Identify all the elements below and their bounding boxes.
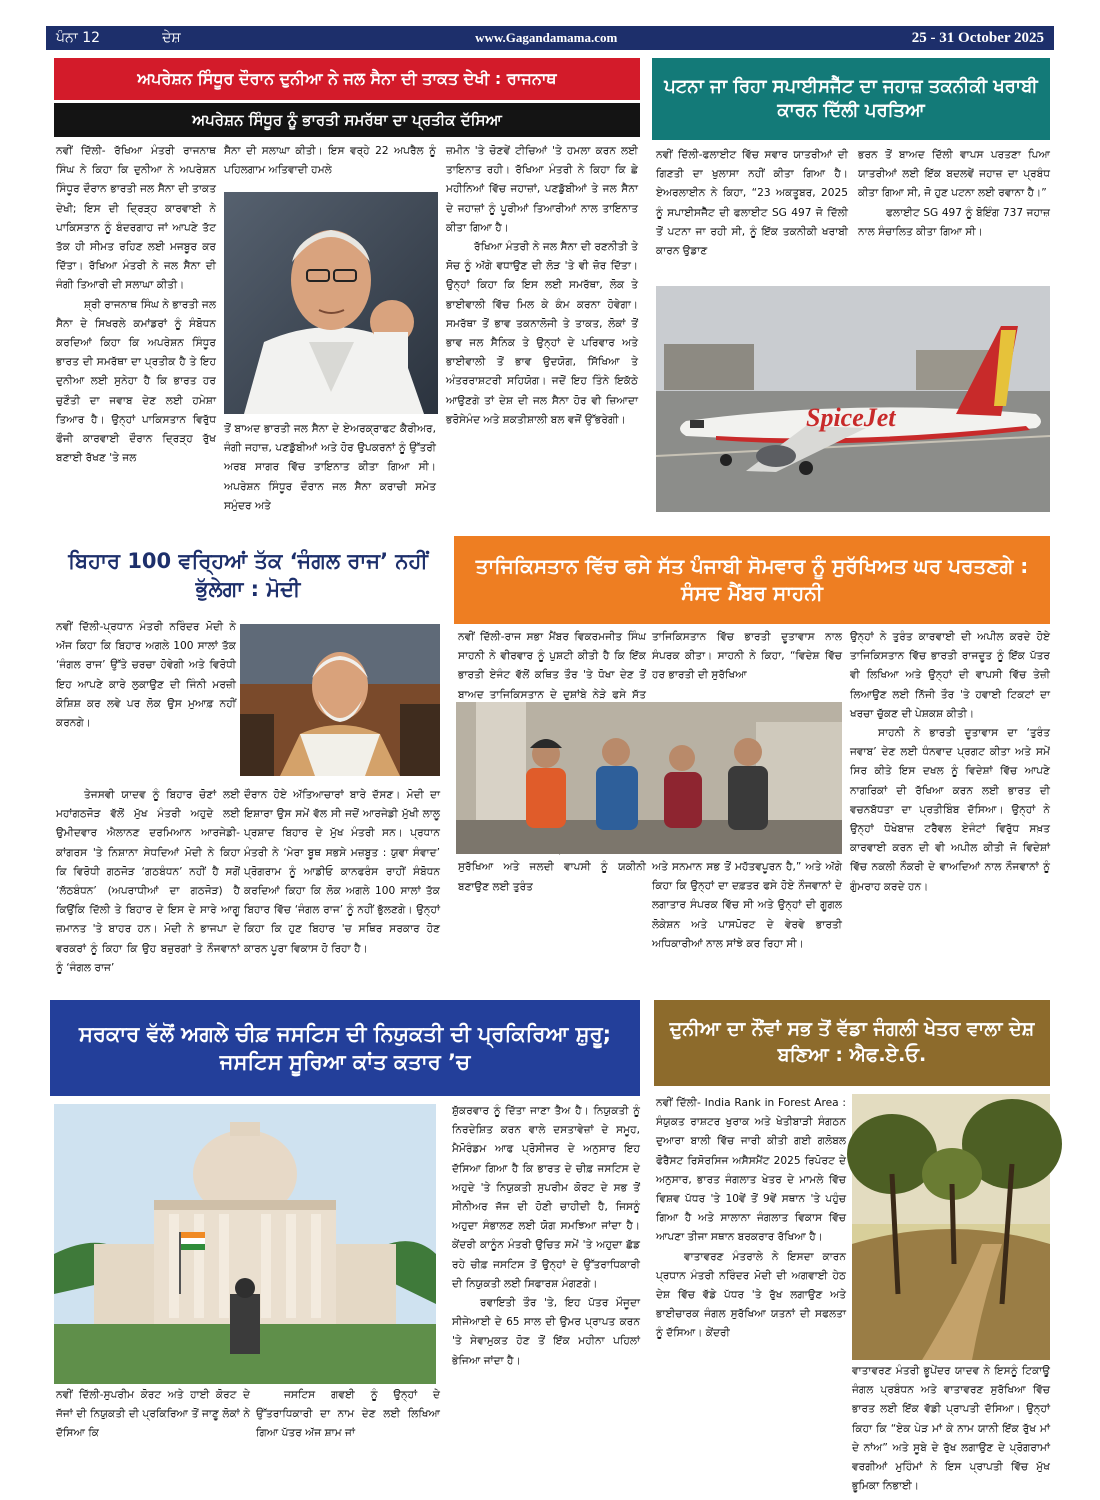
cji-col2-text: ਜਸਟਿਸ ਗਵਈ ਨੂੰ ਉਨ੍ਹਾਂ ਦੇ ਉੱਤਰਾਧਿਕਾਰੀ ਦਾ ਨਾਮ ਦੇਣ ਲਈ ਲਿਖਿਆ ਗਿਆ ਪੱਤਰ ਅੱਜ ਸ਼ਾਮ ਜਾਂ [256,1389,440,1440]
stranded-men-illustration [456,702,842,854]
page-number: ਪੰਨਾ 12 [56,30,101,46]
rajnath-col2-bottom [224,420,436,512]
tajikistan-col3 [850,628,1050,982]
modi-col2 [244,786,440,982]
forest-col1-para1: ਨਵੀਂ ਦਿੱਲੀ- India Rank in Forest Area : ਸੰਯੁਕਤ ਰਾਸ਼ਟਰ ਖੁਰਾਕ ਅਤੇ ਖੇਤੀਬਾੜੀ ਸੰਗਠਨ ਦੁਆਰਾ ਬਾਲੀ ਵਿੱਚ ਜਾਰੀ ਕੀਤੀ ਗਈ ਗਲੋਬਲ ਫੋਰੈਸਟ ਰਿਸੋਰਸਿਜ ਅਸੈਸਮੈਂਟ 2025 ਰਿਪੋਰਟ ਦੇ ਅਨੁਸਾਰ, ਭਾਰਤ ਜੰਗਲਾਤ ਖੇਤਰ ਦੇ ਮਾਮਲੇ ਵਿੱਚ ਵਿਸ਼ਵ ਪੱਧਰ 'ਤੇ 10ਵੇਂ ਤੋਂ 9ਵੇਂ ਸਥਾਨ 'ਤੇ ਪਹੁੰਚ ਗਿਆ ਹੈ ਅਤੇ ਸਾਲਾਨਾ ਜੰਗਲਾਤ ਵਿਕਾਸ ਵਿੱਚ ਆਪਣਾ ਤੀਜਾ ਸਥਾਨ ਬਰਕਰਾਰ ਰੱਖਿਆ ਹੈ। [656,1097,846,1244]
spicejet-headline[interactable]: ਪਟਨਾ ਜਾ ਰਿਹਾ ਸਪਾਈਸਜੈੱਟ ਦਾ ਜਹਾਜ਼ ਤਕਨੀਕੀ ਖਰਾਬੀ ਕਾਰਨ ਦਿੱਲੀ ਪਰਤਿਆ [652,58,1050,140]
forest-photo [852,1094,1050,1360]
spicejet-col1-text: ਨਵੀਂ ਦਿੱਲੀ-ਫਲਾਈਟ ਵਿੱਚ ਸਵਾਰ ਯਾਤਰੀਆਂ ਦੀ ਗਿਣਤੀ ਦਾ ਖੁਲਾਸਾ ਨਹੀਂ ਕੀਤਾ ਗਿਆ ਹੈ। ਏਅਰਲਾਈਨ ਨੇ ਕਿਹਾ, “23 ਅਕਤੂਬਰ, 2025 ਨੂੰ ਸਪਾਈਸਜੈੱਟ ਦੀ ਫਲਾਈਟ SG 497 ਜੋ ਦਿੱਲੀ ਤੋਂ ਪਟਨਾ ਜਾ ਰਹੀ ਸੀ, ਨੂੰ ਇੱਕ ਤਕਨੀਕੀ ਖਰਾਬੀ ਕਾਰਨ ਉਡਾਣ [656,149,848,258]
rajnath-subheadline: ਅਪਰੇਸ਼ਨ ਸਿੰਧੂਰ ਨੂੰ ਭਾਰਤੀ ਸਮਰੱਥਾ ਦਾ ਪ੍ਰਤੀਕ ਦੱਸਿਆ [54,103,640,137]
tajikistan-col2-top [652,628,842,700]
issue-date: 25 - 31 October 2025 [911,29,1044,46]
cji-headline[interactable]: ਸਰਕਾਰ ਵੱਲੋਂ ਅਗਲੇ ਚੀਫ਼ ਜਸਟਿਸ ਦੀ ਨਿਯੁਕਤੀ ਦੀ ਪ੍ਰਕਿਰਿਆ ਸ਼ੁਰੂ; ਜਸਟਿਸ ਸੂਰਿਆ ਕਾਂਤ ਕਤਾਰ ’ਚ [50,1000,640,1096]
forest-col1-para2: ਵਾਤਾਵਰਣ ਮੰਤਰਾਲੇ ਨੇ ਇਸਦਾ ਕਾਰਨ ਪ੍ਰਧਾਨ ਮੰਤਰੀ ਨਰਿੰਦਰ ਮੋਦੀ ਦੀ ਅਗਵਾਈ ਹੇਠ ਦੇਸ਼ ਵਿੱਚ ਵੱਡੇ ਪੱਧਰ 'ਤੇ ਰੁੱਖ ਲਗਾਉਣ ਅਤੇ ਭਾਈਚਾਰਕ ਜੰਗਲ ਸੁਰੱਖਿਆ ਯਤਨਾਂ ਦੀ ਸਫਲਤਾ ਨੂੰ ਦੱਸਿਆ। ਕੇਂਦਰੀ [656,1250,846,1340]
forest-col2-text: ਵਾਤਾਵਰਣ ਮੰਤਰੀ ਭੂਪੇਂਦਰ ਯਾਦਵ ਨੇ ਇਸਨੂੰ ਟਿਕਾਊ ਜੰਗਲ ਪ੍ਰਬੰਧਨ ਅਤੇ ਵਾਤਾਵਰਣ ਸੁਰੱਖਿਆ ਵਿੱਚ ਭਾਰਤ ਲਈ ਇੱਕ ਵੱਡੀ ਪ੍ਰਾਪਤੀ ਦੱਸਿਆ। ਉਨ੍ਹਾਂ ਕਿਹਾ ਕਿ “ਏਕ ਪੇੜ ਮਾਂ ਕੇ ਨਾਮ ਯਾਨੀ ਇੱਕ ਰੁੱਖ ਮਾਂ ਦੇ ਨਾਂਅ” ਅਤੇ ਸੂਬੇ ਦੇ ਰੁੱਖ ਲਗਾਉਣ ਦੇ ਪ੍ਰੋਗਰਾਮਾਂ ਵਰਗੀਆਂ ਮੁਹਿੰਮਾਂ ਨੇ ਇਸ ਪ੍ਰਾਪਤੀ ਵਿੱਚ ਮੁੱਖ ਭੂਮਿਕਾ ਨਿਭਾਈ। [852,1365,1050,1493]
spicejet-col1 [656,146,848,280]
tajikistan-col2-bottom-text: ਅਤੇ ਸਨਮਾਨ ਸਭ ਤੋਂ ਮਹੱਤਵਪੂਰਨ ਹੈ,” ਅਤੇ ਅੱਗੇ ਕਿਹਾ ਕਿ ਉਨ੍ਹਾਂ ਦਾ ਦਫ਼ਤਰ ਫਸੇ ਹੋਏ ਨੌਜਵਾਨਾਂ ਦੇ ਲਗਾਤਾਰ ਸੰਪਰਕ ਵਿੱਚ ਸੀ ਅਤੇ ਉਨ੍ਹਾਂ ਦੀ ਗੂਗਲ ਲੋਕੇਸ਼ਨ ਅਤੇ ਪਾਸਪੋਰਟ ਦੇ ਵੇਰਵੇ ਭਾਰਤੀ ਅਧਿਕਾਰੀਆਂ ਨਾਲ ਸਾਂਝੇ ਕਰ ਰਿਹਾ ਸੀ। [652,861,842,950]
forest-col1 [656,1094,846,1454]
tajikistan-col3-para1: ਉਨ੍ਹਾਂ ਨੇ ਤੁਰੰਤ ਕਾਰਵਾਈ ਦੀ ਅਪੀਲ ਕਰਦੇ ਹੋਏ ਤਾਜਿਕਿਸਤਾਨ ਵਿੱਚ ਭਾਰਤੀ ਰਾਜਦੂਤ ਨੂੰ ਇੱਕ ਪੱਤਰ ਵੀ ਲਿਖਿਆ ਅਤੇ ਉਨ੍ਹਾਂ ਦੀ ਵਾਪਸੀ ਵਿੱਚ ਤੇਜ਼ੀ ਲਿਆਉਣ ਲਈ ਨਿੱਜੀ ਤੌਰ 'ਤੇ ਹਵਾਈ ਟਿਕਟਾਂ ਦਾ ਖਰਚਾ ਚੁੱਕਣ ਦੀ ਪੇਸ਼ਕਸ਼ ਕੀਤੀ। [850,631,1050,720]
supreme-court-photo [54,1104,436,1384]
rajnath-col2-bottom-text: ਤੋਂ ਬਾਅਦ ਭਾਰਤੀ ਜਲ ਸੈਨਾ ਦੇ ਏਅਰਕ੍ਰਾਫਟ ਕੈਰੀਅਰ, ਜੰਗੀ ਜਹਾਜ਼, ਪਣਡੁੱਬੀਆਂ ਅਤੇ ਹੋਰ ਉਪਕਰਨਾਂ ਨੂੰ ਉੱਤਰੀ ਅਰਬ ਸਾਗਰ ਵਿੱਚ ਤਾਇਨਾਤ ਕੀਤਾ ਗਿਆ ਸੀ। ਅਪਰੇਸ਼ਨ ਸਿੰਧੂਰ ਦੌਰਾਨ ਜਲ ਸੈਨਾ ਕਰਾਚੀ ਸਮੇਤ ਸਮੁੰਦਰ ਅਤੇ [224,423,436,512]
rajnath-col3-para1: ਜ਼ਮੀਨ 'ਤੇ ਚੋਣਵੇਂ ਟੀਚਿਆਂ 'ਤੇ ਹਮਲਾ ਕਰਨ ਲਈ ਤਾਇਨਾਤ ਰਹੀ। ਰੱਖਿਆ ਮੰਤਰੀ ਨੇ ਕਿਹਾ ਕਿ ਛੇ ਮਹੀਨਿਆਂ ਵਿੱਚ ਜਹਾਜ਼ਾਂ, ਪਣਡੁੱਬੀਆਂ ਤੇ ਜਲ ਸੈਨਾ ਦੇ ਜਹਾਜ਼ਾਂ ਨੂੰ ਪੂਰੀਆਂ ਤਿਆਰੀਆਂ ਨਾਲ ਤਾਇਨਾਤ ਕੀਤਾ ਗਿਆ ਹੈ। [446,145,638,234]
spicejet-col2-para2: ਫਲਾਈਟ SG 497 ਨੂੰ ਬੋਇੰਗ 737 ਜਹਾਜ਼ ਨਾਲ ਸੰਚਾਲਿਤ ਕੀਤਾ ਗਿਆ ਸੀ। [858,206,1050,238]
spicejet-col2 [858,146,1050,280]
cji-col3-para1: ਸ਼ੁੱਕਰਵਾਰ ਨੂੰ ਦਿੱਤਾ ਜਾਣਾ ਤੈਅ ਹੈ। ਨਿਯੁਕਤੀ ਨੂੰ ਨਿਰਦੇਸ਼ਿਤ ਕਰਨ ਵਾਲੇ ਦਸਤਾਵੇਜ਼ਾਂ ਦੇ ਸਮੂਹ, ਮੈਮੋਰੰਡਮ ਆਫ ਪ੍ਰੋਸੀਜਰ ਦੇ ਅਨੁਸਾਰ ਇਹ ਦੱਸਿਆ ਗਿਆ ਹੈ ਕਿ ਭਾਰਤ ਦੇ ਚੀਫ਼ ਜਸਟਿਸ ਦੇ ਅਹੁਦੇ 'ਤੇ ਨਿਯੁਕਤੀ ਸੁਪਰੀਮ ਕੋਰਟ ਦੇ ਸਭ ਤੋਂ ਸੀਨੀਅਰ ਜੱਜ ਦੀ ਹੋਣੀ ਚਾਹੀਦੀ ਹੈ, ਜਿਸਨੂੰ ਅਹੁਦਾ ਸੰਭਾਲਣ ਲਈ ਯੋਗ ਸਮਝਿਆ ਜਾਂਦਾ ਹੈ। ਕੇਂਦਰੀ ਕਾਨੂੰਨ ਮੰਤਰੀ ਉਚਿਤ ਸਮੇਂ 'ਤੇ ਅਹੁਦਾ ਛੱਡ ਰਹੇ ਚੀਫ਼ ਜਸਟਿਸ ਤੋਂ ਉਨ੍ਹਾਂ ਦੇ ਉੱਤਰਾਧਿਕਾਰੀ ਦੀ ਨਿਯੁਕਤੀ ਲਈ ਸਿਫਾਰਸ਼ ਮੰਗਣਗੇ। [452,1105,640,1290]
tajikistan-headline[interactable]: ਤਾਜਿਕਿਸਤਾਨ ਵਿੱਚ ਫਸੇ ਸੱਤ ਪੰਜਾਬੀ ਸੋਮਵਾਰ ਨੂੰ ਸੁਰੱਖਿਅਤ ਘਰ ਪਰਤਣਗੇ : ਸੰਸਦ ਮੈਂਬਰ ਸਾਹਨੀ [454,536,1050,624]
modi-portrait-illustration [240,624,440,776]
cji-col3-para2: ਰਵਾਇਤੀ ਤੌਰ 'ਤੇ, ਇਹ ਪੱਤਰ ਮੌਜੂਦਾ ਸੀਜੇਆਈ ਦੇ 65 ਸਾਲ ਦੀ ਉਮਰ ਪ੍ਰਾਪਤ ਕਰਨ 'ਤੇ ਸੇਵਾਮੁਕਤ ਹੋਣ ਤੋਂ ਇੱਕ ਮਹੀਨਾ ਪਹਿਲਾਂ ਭੇਜਿਆ ਜਾਂਦਾ ਹੈ। [452,1297,640,1367]
page-header [46,26,1054,50]
tajikistan-col2-bottom [652,858,842,982]
tajikistan-col1-para1: ਨਵੀਂ ਦਿੱਲੀ-ਰਾਜ ਸਭਾ ਮੈਂਬਰ ਵਿਕਰਮਜੀਤ ਸਿੰਘ ਸਾਹਨੀ ਨੇ ਵੀਰਵਾਰ ਨੂੰ ਪੁਸ਼ਟੀ ਕੀਤੀ ਹੈ ਕਿ ਇੱਕ ਭਾਰਤੀ ਏਜੰਟ ਵੱਲੋਂ ਕਥਿਤ ਤੌਰ 'ਤੇ ਧੋਖਾ ਦੇਣ ਤੋਂ ਬਾਅਦ ਤਾਜਿਕਿਸਤਾਨ ਦੇ ਦੁਸ਼ਾਂਬੇ ਨੇੜੇ ਫਸੇ ਸੱਤ [458,631,646,701]
modi-photo [240,624,440,776]
rajnath-photo [224,192,438,414]
rajnath-portrait-illustration [224,192,438,414]
rajnath-col1-para1: ਨਵੀਂ ਦਿੱਲੀ- ਰੱਖਿਆ ਮੰਤਰੀ ਰਾਜਨਾਥ ਸਿੰਘ ਨੇ ਕਿਹਾ ਕਿ ਦੁਨੀਆ ਨੇ ਅਪਰੇਸ਼ਨ ਸਿੰਧੂਰ ਦੌਰਾਨ ਭਾਰਤੀ ਜਲ ਸੈਨਾ ਦੀ ਤਾਕਤ ਦੇਖੀ; ਇਸ ਦੀ ਦ੍ਰਿੜ੍ਹ ਕਾਰਵਾਈ ਨੇ ਪਾਕਿਸਤਾਨ ਨੂੰ ਬੰਦਰਗਾਹ ਜਾਂ ਆਪਣੇ ਤੱਟ ਤੱਕ ਹੀ ਸੀਮਤ ਰਹਿਣ ਲਈ ਮਜਬੂਰ ਕਰ ਦਿੱਤਾ। ਰੱਖਿਆ ਮੰਤਰੀ ਨੇ ਜਲ ਸੈਨਾ ਦੀ ਜੰਗੀ ਤਿਆਰੀ ਦੀ ਸਲਾਘਾ ਕੀਤੀ। [56,145,216,292]
tajikistan-col1-para2: ਸੁਰੱਖਿਆ ਅਤੇ ਜਲਦੀ ਵਾਪਸੀ ਨੂੰ ਯਕੀਨੀ ਬਣਾਉਣ ਲਈ ਤੁਰੰਤ [458,861,646,893]
modi-col1-para1: ਨਵੀਂ ਦਿੱਲੀ-ਪ੍ਰਧਾਨ ਮੰਤਰੀ ਨਰਿੰਦਰ ਮੋਦੀ ਨੇ ਅੱਜ ਕਿਹਾ ਕਿ ਬਿਹਾਰ ਅਗਲੇ 100 ਸਾਲਾਂ ਤੱਕ ‘ਜੰਗਲ ਰਾਜ’ ਉੱਤੇ ਚਰਚਾ ਹੋਵੇਗੀ ਅਤੇ ਵਿਰੋਧੀ ਇਹ ਆਪਣੇ ਕਾਰੇ ਲੁਕਾਉਣ ਦੀ ਜਿੰਨੀ ਮਰਜ਼ੀ ਕੋਸ਼ਿਸ਼ ਕਰ ਲਵੇ ਪਰ ਲੋਕ ਉਸ ਮੁਆਫ਼ ਨਹੀਂ ਕਰਨਗੇ। [56,621,236,730]
cji-col2 [256,1386,440,1456]
modi-col2-text: ਦੌਰਾਨ ਹੋਏ ਅੱਤਿਆਚਾਰਾਂ ਬਾਰੇ ਦੱਸਣ। ਮੋਦੀ ਦਾ ਇਸ਼ਾਰਾ ਉਸ ਸਮੇਂ ਵੱਲ ਸੀ ਜਦੋਂ ਆਰਜੇਡੀ ਮੁੱਖੀ ਲਾਲੂ ਪ੍ਰਸ਼ਾਦ ਬਿਹਾਰ ਦੇ ਮੁੱਖ ਮੰਤਰੀ ਸਨ। ਪ੍ਰਧਾਨ ਮੰਤਰੀ ਨੇ ‘ਮੇਰਾ ਬੂਥ ਸਭਸੇ ਮਜ਼ਬੂਤ : ਯੁਵਾ ਸੰਵਾਦ’ ਪ੍ਰੋਗਰਾਮ ਨੂੰ ਆਡੀਓ ਕਾਨਫਰੰਸ ਰਾਹੀਂ ਸੰਬੋਧਨ ਕਰਦਿਆਂ ਕਿਹਾ ਕਿ ਲੋਕ ਅਗਲੇ 100 ਸਾਲਾਂ ਤੱਕ ਬਿਹਾਰ ਵਿੱਚ ‘ਜੰਗਲ ਰਾਜ’ ਨੂੰ ਨਹੀਂ ਭੁੱਲਣਗੇ। ਉਨ੍ਹਾਂ ਕਿਹਾ ਕਿ ਹੁਣ ਬਿਹਾਰ 'ਚ ਸਥਿਰ ਸਰਕਾਰ ਹੋਣ ਕਾਰਨ ਪੂਰਾ ਵਿਕਾਸ ਹੋ ਰਿਹਾ ਹੈ। [244,789,440,955]
modi-headline[interactable]: ਬਿਹਾਰ 100 ਵਰ੍ਹਿਆਂ ਤੱਕ ‘ਜੰਗਲ ਰਾਜ’ ਨਹੀਂ ਭੁੱਲੇਗਾ : ਮੋਦੀ [54,536,442,614]
rajnath-col1 [56,142,216,512]
tajikistan-photo [456,702,842,854]
modi-col1-bottom [56,786,240,982]
rajnath-col3-para2: ਰੱਖਿਆ ਮੰਤਰੀ ਨੇ ਜਲ ਸੈਨਾ ਦੀ ਰਣਨੀਤੀ ਤੇ ਸੋਚ ਨੂੰ ਅੱਗੇ ਵਧਾਉਣ ਦੀ ਲੋੜ 'ਤੇ ਵੀ ਜ਼ੋਰ ਦਿੱਤਾ। ਉਨ੍ਹਾਂ ਕਿਹਾ ਕਿ ਇਸ ਲਈ ਸਮਰੱਥਾ, ਲੋਕ ਤੇ ਭਾਈਵਾਲੀ ਵਿੱਚ ਮਿਲ ਕੇ ਕੰਮ ਕਰਨਾ ਹੋਵੇਗਾ। ਸਮਰੱਥਾ ਤੋਂ ਭਾਵ ਤਕਨਾਲੋਜੀ ਤੇ ਤਾਕਤ, ਲੋਕਾਂ ਤੋਂ ਭਾਵ ਜਲ ਸੈਨਿਕ ਤੇ ਉਨ੍ਹਾਂ ਦੇ ਪਰਿਵਾਰ ਅਤੇ ਭਾਈਵਾਲੀ ਤੋਂ ਭਾਵ ਉਦਯੋਗ, ਸਿੱਖਿਆ ਤੇ ਅੰਤਰਰਾਸ਼ਟਰੀ ਸਹਿਯੋਗ। ਜਦੋਂ ਇਹ ਤਿੰਨੇ ਇਕੱਠੇ ਆਉਣਗੇ ਤਾਂ ਦੇਸ਼ ਦੀ ਜਲ ਸੈਨਾ ਹੋਰ ਵੀ ਜ਼ਿਆਦਾ ਭਰੋਸੇਮੰਦ ਅਤੇ ਸ਼ਕਤੀਸ਼ਾਲੀ ਬਲ ਵਜੋਂ ਉੱਭਰੇਗੀ। [446,241,638,426]
aircraft-livery-text: SpiceJet [806,403,896,432]
forest-illustration [852,1094,1050,1360]
cji-col3 [452,1102,640,1456]
aircraft-illustration [656,286,1050,512]
section-name: ਦੇਸ਼ [162,30,181,46]
spicejet-col2-para1: ਭਰਨ ਤੋਂ ਬਾਅਦ ਦਿੱਲੀ ਵਾਪਸ ਪਰਤਣਾ ਪਿਆ ਯਾਤਰੀਆਂ ਲਈ ਇੱਕ ਬਦਲਵੇਂ ਜਹਾਜ਼ ਦਾ ਪ੍ਰਬੰਧ ਕੀਤਾ ਗਿਆ ਸੀ, ਜੋ ਹੁਣ ਪਟਨਾ ਲਈ ਰਵਾਨਾ ਹੈ।” [858,149,1050,200]
tajikistan-col3-para2: ਸਾਹਨੀ ਨੇ ਭਾਰਤੀ ਦੂਤਾਵਾਸ ਦਾ ‘ਤੁਰੰਤ ਜਵਾਬ’ ਦੇਣ ਲਈ ਧੰਨਵਾਦ ਪ੍ਰਗਟ ਕੀਤਾ ਅਤੇ ਸਮੇਂ ਸਿਰ ਕੀਤੇ ਇਸ ਦਖਲ ਨੂੰ ਵਿਦੇਸ਼ਾਂ ਵਿੱਚ ਆਪਣੇ ਨਾਗਰਿਕਾਂ ਦੀ ਰੱਖਿਆ ਕਰਨ ਲਈ ਭਾਰਤ ਦੀ ਵਚਨਬੱਧਤਾ ਦਾ ਪ੍ਰਤੀਬਿੰਬ ਦੱਸਿਆ। ਉਨ੍ਹਾਂ ਨੇ ਉਨ੍ਹਾਂ ਧੋਖੇਬਾਜ਼ ਟਰੈਵਲ ਏਜੰਟਾਂ ਵਿਰੁੱਧ ਸਖ਼ਤ ਕਾਰਵਾਈ ਕਰਨ ਦੀ ਵੀ ਅਪੀਲ ਕੀਤੀ ਜੋ ਵਿਦੇਸ਼ਾਂ ਵਿੱਚ ਨਕਲੀ ਨੌਕਰੀ ਦੇ ਵਾਅਦਿਆਂ ਨਾਲ ਨੌਜਵਾਨਾਂ ਨੂੰ ਗੁੰਮਰਾਹ ਕਰਦੇ ਹਨ। [850,727,1050,893]
rajnath-col3 [446,142,638,512]
modi-col1-para2: ਤੇਜਸਵੀ ਯਾਦਵ ਨੂੰ ਬਿਹਾਰ ਚੋਣਾਂ ਲਈ ਮਹਾਂਗਠਜੋੜ ਵੱਲੋਂ ਮੁੱਖ ਮੰਤਰੀ ਅਹੁਦੇ ਲਈ ਉਮੀਦਵਾਰ ਐਲਾਨਣ ਦਰਮਿਆਨ ਆਰਜੇਡੀ-ਕਾਂਗਰਸ 'ਤੇ ਨਿਸ਼ਾਨਾ ਸੇਧਦਿਆਂ ਮੋਦੀ ਨੇ ਕਿਹਾ ਕਿ ਵਿਰੋਧੀ ਗਠਜੋੜ ‘ਗਠਬੰਧਨ’ ਨਹੀਂ ਹੈ ਸਗੋਂ ‘ਲੱਠਬੰਧਨ’ (ਅਪਰਾਧੀਆਂ ਦਾ ਗਠਜੋੜ) ਹੈ ਕਿਉਂਕਿ ਦਿੱਲੀ ਤੇ ਬਿਹਾਰ ਦੇ ਇਸ ਦੇ ਸਾਰੇ ਆਗੂ ਜ਼ਮਾਨਤ 'ਤੇ ਬਾਹਰ ਹਨ। ਮੋਦੀ ਨੇ ਭਾਜਪਾ ਦੇ ਵਰਕਰਾਂ ਨੂੰ ਕਿਹਾ ਕਿ ਉਹ ਬਜ਼ੁਰਗਾਂ ਤੇ ਨੌਜਵਾਨਾਂ ਨੂੰ ‘ਜੰਗਲ ਰਾਜ’ [56,789,240,974]
rajnath-col2-top-text: ਸੈਨਾ ਦੀ ਸਲਾਘਾ ਕੀਤੀ। ਇਸ ਵਰ੍ਹੇ 22 ਅਪਰੈਲ ਨੂੰ ਪਹਿਲਗਾਮ ਅਤਿਵਾਦੀ ਹਮਲੇ [224,145,436,177]
cji-col1 [56,1386,250,1456]
rajnath-col2-top [224,142,436,182]
tajikistan-col2-top-text: ਤਾਜਿਕਿਸਤਾਨ ਵਿੱਚ ਭਾਰਤੀ ਦੂਤਾਵਾਸ ਨਾਲ ਸੰਪਰਕ ਕੀਤਾ। ਸਾਹਨੀ ਨੇ ਕਿਹਾ, “ਵਿਦੇਸ਼ ਵਿੱਚ ਹਰ ਭਾਰਤੀ ਦੀ ਸੁਰੱਖਿਆ [652,631,842,682]
rajnath-headline[interactable]: ਅਪਰੇਸ਼ਨ ਸਿੰਧੂਰ ਦੌਰਾਨ ਦੁਨੀਆ ਨੇ ਜਲ ਸੈਨਾ ਦੀ ਤਾਕਤ ਦੇਖੀ : ਰਾਜਨਾਥ [54,58,640,100]
cji-col1-text: ਨਵੀਂ ਦਿੱਲੀ-ਸੁਪਰੀਮ ਕੋਰਟ ਅਤੇ ਹਾਈ ਕੋਰਟ ਦੇ ਜੱਜਾਂ ਦੀ ਨਿਯੁਕਤੀ ਦੀ ਪ੍ਰਕਿਰਿਆ ਤੋਂ ਜਾਣੂ ਲੋਕਾਂ ਨੇ ਦੱਸਿਆ ਕਿ [56,1389,250,1440]
rajnath-col1-para2: ਸ਼੍ਰੀ ਰਾਜਨਾਥ ਸਿੰਘ ਨੇ ਭਾਰਤੀ ਜਲ ਸੈਨਾ ਦੇ ਸਿਖਰਲੇ ਕਮਾਂਡਰਾਂ ਨੂੰ ਸੰਬੋਧਨ ਕਰਦਿਆਂ ਕਿਹਾ ਕਿ ਅਪਰੇਸ਼ਨ ਸਿੰਧੂਰ ਭਾਰਤ ਦੀ ਸਮਰੱਥਾ ਦਾ ਪ੍ਰਤੀਕ ਹੈ ਤੇ ਇਹ ਦੁਨੀਆ ਲਈ ਸੁਨੇਹਾ ਹੈ ਕਿ ਭਾਰਤ ਹਰ ਚੁਣੌਤੀ ਦਾ ਜਵਾਬ ਦੇਣ ਲਈ ਹਮੇਸ਼ਾ ਤਿਆਰ ਹੈ। ਉਨ੍ਹਾਂ ਪਾਕਿਸਤਾਨ ਵਿਰੁੱਧ ਫੌਜੀ ਕਾਰਵਾਈ ਦੌਰਾਨ ਦ੍ਰਿੜ੍ਹ ਰੁੱਖ ਬਣਾਈ ਰੱਖਣ 'ਤੇ ਜਲ [56,298,216,465]
website-link[interactable]: www.Gagandamama.com [475,30,618,45]
spicejet-photo [656,286,1050,512]
forest-headline[interactable]: ਦੁਨੀਆ ਦਾ ਨੌਂਵਾਂ ਸਭ ਤੋਂ ਵੱਡਾ ਜੰਗਲੀ ਖੇਤਰ ਵਾਲਾ ਦੇਸ਼ ਬਣਿਆ : ਐਫ.ਏ.ਓ. [654,1000,1050,1086]
modi-col1-top [56,618,236,786]
forest-col2 [852,1362,1050,1493]
supreme-court-illustration [54,1104,436,1384]
